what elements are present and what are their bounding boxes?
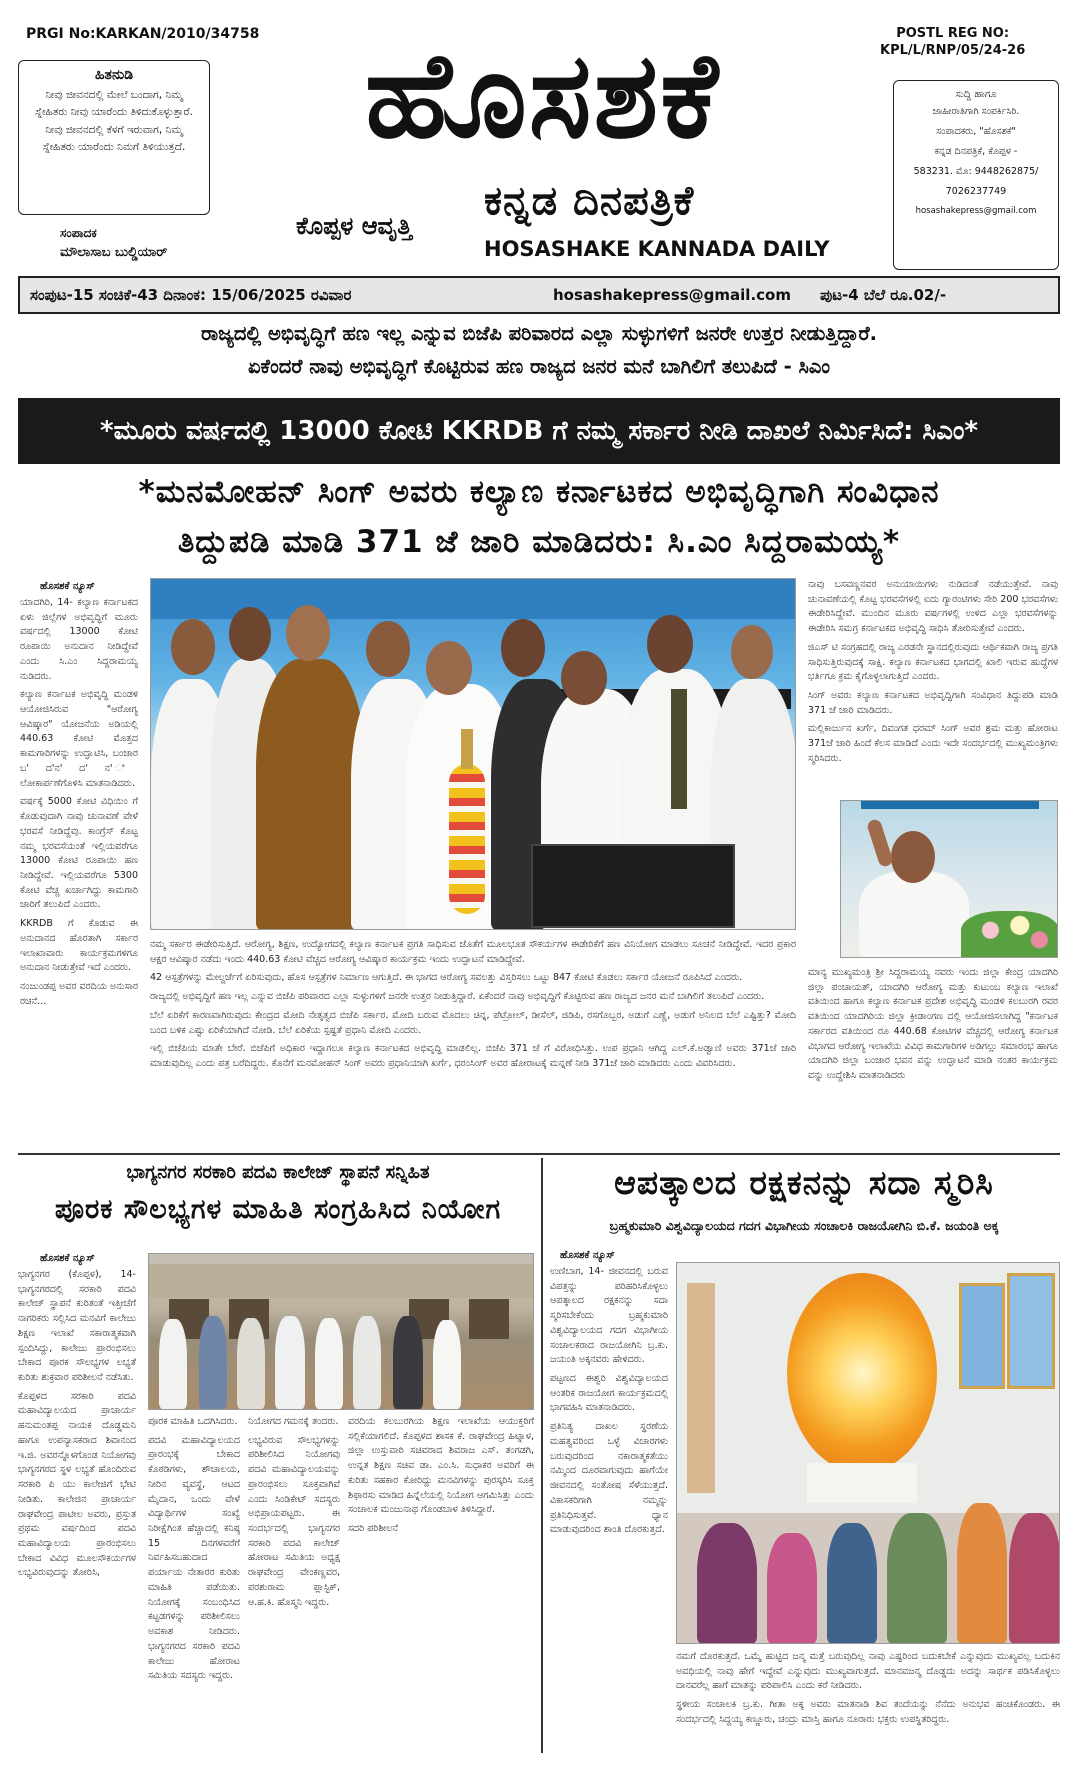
column-divider xyxy=(541,1158,543,1753)
paragraph: ಇಲ್ಲಿ ಬಿಜೆಪಿಯ ಮಾತೇ ಬೇರೆ. ಬಿಜೆಪಿಗೆ ಅಧಿಕಾರ ಇದ್ದಾಗಲೂ ಕಲ್ಯಾಣ ಕರ್ನಾಟಕದ ಅಭಿವೃದ್ಧಿ ಮಾಡಲಿಲ್ಲ. ಬಿಜೆಪಿ 371 ಜೆ ಗೆ ವಿರೋಧಿಸಿತ್ತು. ಉಪ ಪ್ರಧಾನಿ ಆಗಿದ್ದ ಎಲ್.ಕೆ.ಅಡ್ವಾಣಿ ಅವರು 371ಜೆ ಜಾರಿ ಮಾಡುವುದಿಲ್ಲ ಎಂದು ಪತ್ರ ಬರೆದಿದ್ದರು. ಕೊನೆಗೆ ಮನಮೋಹನ್ ಸಿಂಗ್ ಅವರು ಪ್ರಧಾನಿಯಾಗಿ ಖರ್ಗೆ, ಧರಂಸಿಂಗ್ ಅವರ ಹೋರಾಟಕ್ಕೆ ಮನ್ನಣೆ ನೀಡಿ 371ಜೆ ಜಾರಿ ಮಾಡಿದರು ಎಂದು ವಿವರಿಸಿದರು. xyxy=(150,1043,796,1070)
quote-line-1: ರಾಜ್ಯದಲ್ಲಿ ಅಭಿವೃದ್ಧಿಗೆ ಹಣ ಇಲ್ಲ ಎನ್ನುವ ಬಿಜೆಪಿ ಪರಿವಾರದ ಎಲ್ಲಾ ಸುಳ್ಳುಗಳಿಗೆ ಜನರೇ ಉತ್ತರ ನೀಡುತ್ತಿದ್ದಾರೆ. xyxy=(200,322,878,345)
story2-col-2 xyxy=(148,1415,240,1753)
paragraph: ಕಲ್ಯಾಣ ಕರ್ನಾಟಕ ಅಭಿವೃದ್ಧಿ ಮಂಡಳಿ ಆಯೋಜಿಸಿರುವ "ಆರೋಗ್ಯ ಆವಿಷ್ಕಾರ" ಯೋಜನೆಯ ಅಡಿಯಲ್ಲಿ 440.63 ಕೋಟಿ ಮೊತ್ತದ ಕಾಮಗಾರಿಗಳನ್ನು ಉದ್ಘಾಟಿಸಿ, ಬಂಜಾರ ಬ' ದ'ನ' ದ' ನ' ಿ ಲೋಕಾರ್ಪಣೆಗೊಳಿಸಿ ಮಾತನಾಡಿದರು. xyxy=(20,689,138,789)
paragraph: 42 ಆಸ್ಪತ್ರೆಗಳನ್ನು ಮೇಲ್ದರ್ಜೆಗೆ ಏರಿಸುವುದು, ಹೊಸ ಆಸ್ಪತ್ರೆಗಳ ನಿರ್ಮಾಣ ಆಗುತ್ತಿದೆ. ಈ ಭಾಗದ ಆರೋಗ್ಯ ಸವಲತ್ತು ವಿಸ್ತರಿಸಲು ಒಟ್ಟು 847 ಕೋಟಿ ಕೊಡಲು ಸರ್ಕಾರ ಯೋಜನೆ ರೂಪಿಸಿದೆ ಎಂದರು. xyxy=(150,972,743,984)
paragraph: ಪ್ರತಿನಿತ್ಯ ದಾಖಲ ಸ್ಥರಣೆಯ ಮಹತ್ವವರಿಂದ ಒಳ್ಳೆ ವಿಚಾರಗಳು ಬರುವುದರಿಂದ ನಕಾರಾತ್ಮಕತೆಯು ನಮ್ಮಿಂದ ದೂರವಾಗುವುದು ಹಾಗೆಯೇ ಜೀವನದಲ್ಲಿ ಸಂತೋಷ ಸೆಳೆಯುತ್ತದೆ. ವಿಕಾಸಕರಿಗಾಗಿ ನಮ್ಮನ್ನು ಪ್ರತಿನಿಧಿಸುತ್ತವೆ. ಧ್ಯಾನ ಮಾಡುವುದರಿಂದ ಶಾಂತಿ ದೊರಕುತ್ತದೆ. xyxy=(550,1421,668,1536)
subtitle-kannada: ಕನ್ನಡ ದಿನಪತ್ರಿಕೆ xyxy=(484,178,695,224)
prgi-number: PRGI No:KARKAN/2010/34758 xyxy=(26,26,260,42)
brahmakumari-event-photo xyxy=(676,1262,1060,1644)
paragraph: KKRDB ಗೆ ಕೊಡುವ ಈ ಅನುದಾನದ ಹೊರತಾಗಿ ಸರ್ಕಾರ ಇಲಾಖಾವಾರು ಕಾರ್ಯಕ್ರಮಗಳಿಗೂ ಅನುದಾನ ನೀಡುತ್ತೇವೆ ಇದೆ ಎಂದರು. xyxy=(20,918,138,974)
volume-date: ಸಂಪುಟ-15 ಸಂಚಿಕೆ-43 ದಿನಾಂಕ: 15/06/2025 ರವಿವಾರ xyxy=(30,286,352,304)
contact-line: ಜಾಹೀರಾತಿಗಾಗಿ ಸಂಪರ್ಕಿಸಿರಿ. xyxy=(932,106,1020,117)
paragraph: ಸಿಂಗ್ ಅವರು ಕಲ್ಯಾಣ ಕರ್ನಾಟಕದ ಅಭಿವೃದ್ಧಿಗಾಗಿ ಸಂವಿಧಾನ ತಿದ್ದುಪಡಿ ಮಾಡಿ 371 ಜೆ ಜಾರಿ ಮಾಡಿದರು. xyxy=(808,690,1058,716)
paragraph: ನಮ್ಮ ಸರ್ಕಾರ ಈಡೇರಿಸುತ್ತಿದೆ. ಆರೋಗ್ಯ, ಶಿಕ್ಷಣ, ಉದ್ಯೋಗದಲ್ಲಿ ಕಲ್ಯಾಣ ಕರ್ನಾಟಕ ಪ್ರಗತಿ ಸಾಧಿಸುವ ಜೊತೆಗೆ ಮೂಲಭೂತ ಸೌಕರ್ಯಗಳ ಈಡೇರಿಕೆಗೆ ಹಣ ವಿನಿಯೋಗ ಮಾಡಲು ಸೂಚನೆ ನೀಡಿದ್ದೇವೆ. ಇದರ ಪ್ರಕಾರ ಆಕ್ಷರ ಆವಿಷ್ಕಾರ ನಡೆದು ಇಂದು 440.63 ಕೋಟಿ ವೆಚ್ಚದ ಆರೋಗ್ಯ ಆವಿಷ್ಕಾರ ಕಾರ್ಯಕ್ರಮ ಇಂದು ಉದ್ಘಾಟನೆ ಮಾಡಿದ್ದೇವೆ. xyxy=(150,939,796,965)
page-price: ಪುಟ-4 ಬೆಲೆ ರೂ.02/- xyxy=(820,286,947,304)
hitanudi-text: ನೀವು ಜೀವನದಲ್ಲಿ ಮೇಲೆ ಬಂದಾಗ, ನಿಮ್ಮ ಸ್ನೇಹಿತರು ನೀವು ಯಾರೆಂದು ತಿಳಿದುಕೊಳ್ಳುತ್ತಾರೆ. ನೀವು ಜೀವನದಲ್ಲಿ ಕೆಳಗೆ ಇರುವಾಗ, ನಿಮ್ಮ ಸ್ನೇಹಿತರು ಯಾರೆಂದು ನಿಮಗೆ ತಿಳಿಯುತ್ತದೆ. xyxy=(35,89,193,153)
contact-line: 583231. ಮೊ: 9448262875/ xyxy=(913,166,1039,177)
story2-byline: ಹೊಸಶಕೆ ನ್ಯೂಸ್ xyxy=(40,1253,95,1264)
story3-headline: ಆಪತ್ಕಾಲದ ರಕ್ಷಕನನ್ನು ಸದಾ ಸ್ಮರಿಸಿ xyxy=(614,1163,994,1202)
story2-col-3 xyxy=(248,1415,340,1753)
lead-byline: ಹೊಸಶಕೆ ನ್ಯೂಸ್ xyxy=(40,581,95,592)
paragraph: ವರ್ಷಕ್ಕೆ 5000 ಕೋಟಿ ವಿಧಿಯಿಂ ಗೆ ಕೊಡುವುದಾಗಿ ನಾವು ಚುನಾವಣೆ ವೇಳೆ ಭರವಸೆ ನೀಡಿದ್ದೆವು. ಕಾಂಗ್ರೆಸ್ ಕೊಟ್ಟ ನಮ್ಮ ಭರವಸೆಯಂತೆ ಇಲ್ಲಿಯವರೆಗೂ 13000 ಕೋಟಿ ರೂಪಾಯಿ ಹಣ ನೀಡಿದ್ದೇವೆ. ಇಲ್ಲಿಯವರೆಗೂ 5300 ಕೋಟಿ ವೆಚ್ಚ ಖರ್ಚಾಗಿದ್ದು ಕಾಮಗಾರಿ ಜಾರಿಗೆ ತಲುಪಿದೆ ಎಂದರು. xyxy=(20,796,138,911)
paragraph: ನಂಜುಂಡಪ್ಪ ಅವರ ವರದಿಯ ಅನುಸಾರ ರಚನೆ... xyxy=(20,980,138,1007)
story3-byline: ಹೊಸಶಕೆ ನ್ಯೂಸ್ xyxy=(560,1250,615,1261)
college-visit-photo xyxy=(148,1253,534,1410)
quote-line-2: ಏಕೆಂದರೆ ನಾವು ಅಭಿವೃದ್ಧಿಗೆ ಕೊಟ್ಟಿರುವ ಹಣ ರಾಜ್ಯದ ಜನರ ಮನೆ ಬಾಗಿಲಿಗೆ ತಲುಪಿದೆ - ಸಿಎಂ xyxy=(247,355,831,378)
main-headline-line-2: ತಿದ್ದುಪಡಿ ಮಾಡಿ 371 ಜೆ ಜಾರಿ ಮಾಡಿದರು: ಸಿ.ಎಂ ಸಿದ್ದರಾಮಯ್ಯ* xyxy=(177,524,901,560)
black-headline: *ಮೂರು ವರ್ಷದಲ್ಲಿ 13000 ಕೋಟಿ KKRDB ಗೆ ನಮ್ಮ ಸರ್ಕಾರ ನೀಡಿ ದಾಖಲೆ ನಿರ್ಮಿಸಿದೆ: ಸಿಎಂ* xyxy=(18,398,1060,464)
paragraph: ಪೂರಕ ಮಾಹಿತಿ ಒದಗಿಸಿದರು. xyxy=(148,1416,238,1427)
paragraph: ಜಿಎಸ್ ಟಿ ಸಂಗ್ರಹದಲ್ಲಿ ರಾಜ್ಯ ಎರಡನೇ ಸ್ಥಾನದಲ್ಲಿರುವುದು ಆರ್ಥಿಕವಾಗಿ ರಾಜ್ಯ ಪ್ರಗತಿ ಸಾಧಿಸುತ್ತಿರುವುದಕ್ಕೆ ಸಾಕ್ಷಿ. ಕಲ್ಯಾಣ ಕರ್ನಾಟಕದ ಭಾಗದಲ್ಲಿ ಖಾಲಿ ಇರುವ ಹುದ್ದೆಗಳ ಭರ್ತಿಗೂ ಕ್ರಮ ಕೈಗೊಳ್ಳಲಾಗುತ್ತಿದೆ ಎಂದರು. xyxy=(808,641,1058,683)
subtitle-english: HOSASHAKE KANNADA DAILY xyxy=(484,237,830,261)
contact-line: ಸಂಪಾದಕರು, "ಹೊಸಶಕೆ" xyxy=(936,126,1016,137)
contact-line: 7026237749 xyxy=(945,186,1007,197)
editor-name: ಮೌಲಾಸಾಬ ಬುಲ್ಡಿಯಾರ್ xyxy=(60,245,168,260)
paragraph: ಪಟ್ಟಣದ ಈಶ್ವರಿ ವಿಶ್ವವಿದ್ಯಾಲಯದ ಆಂತರಿಕ ರಾಜಯೋಗ ಕಾರ್ಯಕ್ರಮದಲ್ಲಿ ಭಾಗವಹಿಸಿ ಮಾತನಾಡಿದರು. xyxy=(550,1373,668,1414)
contact-box xyxy=(893,80,1059,270)
story3-bottom-text xyxy=(676,1650,1060,1753)
paragraph: ಮಾನ್ಯ ಮುಖ್ಯಮಂತ್ರಿ ಶ್ರೀ ಸಿದ್ದರಾಮಯ್ಯ ನವರು ಇಂದು ಜಿಲ್ಲಾ ಕೇಂದ್ರ ಯಾದಗಿರಿ ಜಿಲ್ಲಾ ಪಂಚಾಯತ್, ಯಾದಗಿರಿ ಆರೋಗ್ಯ ಮತ್ತು ಕುಟುಂಬ ಕಲ್ಯಾಣ ಇಲಾಖೆ ವತಿಯಿಂದ ಹಾಗೂ ಕಲ್ಯಾಣ ಕರ್ನಾಟಕ ಪ್ರದೇಶ ಅಭಿವೃದ್ಧಿ ಮಂಡಳಿ ಕಲಬುರಗಿ ರವರ ವತಿಯಿಂದ ಯಾದಗಿರಿಯ ಜಿಲ್ಲಾ ಕ್ರೀಡಾಂಗಣ ದಲ್ಲಿ ಆಯೋಜಿಸಲಾಗಿದ್ದ "ಕರ್ನಾಟಕ ಸರ್ಕಾರದ ವತಿಯಿಂದ ರೂ 440.68 ಕೋಟಿಗಳ ವೆಚ್ಚದಲ್ಲಿ ಆರೋಗ್ಯ ಕರ್ನಾಟಕ ವಿಭಾಗದ ಆರೋಗ್ಯ ಇಲಾಖೆಯ ವಿವಿಧ ಕಾಮಗಾರಿಗಳ ಅಡಿಗಲ್ಲು ಸಮಾರಂಭ ಹಾಗೂ ಯಾದಗಿರಿ ಜಿಲ್ಲಾ ಬಂಜಾರ ಭವನ ವನ್ನು ಉದ್ಘಾಟನೆ ಮಾಡಿ ನಂತರ ಕಾರ್ಯಕ್ರಮ ವನ್ನು ಉದ್ದೇಶಿಸಿ ಮಾತನಾಡಿದರು xyxy=(808,967,1058,1082)
hitanudi-box xyxy=(18,60,210,215)
section-divider xyxy=(18,1153,1060,1155)
lead-photo-lamp-lighting xyxy=(150,578,796,930)
cm-speaking-photo xyxy=(840,800,1058,958)
paragraph: ರಾಜ್ಯದಲ್ಲಿ ಅಭಿವೃದ್ಧಿಗೆ ಹಣ ಇಲ್ಲ ಎನ್ನುವ ಬಿಜೆಪಿ ಪರಿವಾರದ ಎಲ್ಲಾ ಸುಳ್ಳುಗಳಿಗೆ ಜನರೇ ಉತ್ತರ ನೀಡುತ್ತಿದ್ದಾರೆ. ಏಕೆಂದರೆ ನಾವು ಅಭಿವೃದ್ಧಿಗೆ ಕೊಟ್ಟಿರುವ ಹಣ ರಾಜ್ಯದ ಜನರ ಮನೆ ಬಾಗಿಲಿಗೆ ತಲುಪಿದೆ ಎಂದರು. xyxy=(150,991,765,1003)
paragraph: ನಿಯೋಗದ ಗಮನಕ್ಕೆ ತಂದರು. xyxy=(248,1416,339,1427)
hitanudi-title: ಹಿತನುಡಿ xyxy=(94,67,134,83)
lead-right-column xyxy=(808,578,1058,793)
edition-name: ಕೊಪ್ಪಳ ಆವೃತ್ತಿ xyxy=(296,212,413,240)
paragraph: ಪದವಿ ಮಹಾವಿದ್ಯಾಲಯದ ಪ್ರಾರಂಭಕ್ಕೆ ಬೇಕಾದ ಕೊಠಡಿಗಳು, ಶೌಚಾಲಯ, ನೀರಿನ ವ್ಯವಸ್ಥೆ, ಆಟದ ಮೈದಾನ, ಒಂದು ವೇಳೆ ವಿದ್ಯಾರ್ಥಿಗಳ ಸಂಖ್ಯೆ ನಿರೀಕ್ಷೆಗಿಂತ ಹೆಚ್ಚಾದಲ್ಲಿ ಕನಿಷ್ಠ 15 ದಿನಗಳವರೆಗೆ ನಿರ್ವಹಿಸಬಹುದಾದ ಪರ್ಯಾಯ ನೇತಾರರ ಕುರಿತು ಮಾಹಿತಿ ಪಡೆಯಿತು. ನಿಯೋಗಕ್ಕೆ ಸಂಬಂಧಿಸಿದ ಕಟ್ಟಡಗಳನ್ನು ಪರಿಶೀಲಿಸಲು ಅವಕಾಶ ನೀಡಿದರು. ಭಾಗ್ಯನಗರದ ಸರಕಾರಿ ಪದವಿ ಕಾಲೇಜು ಹೋರಾಟ ಸಮಿತಿಯ ಸದಸ್ಯರು ಇದ್ದರು. xyxy=(148,1434,240,1682)
main-headline-line-1: *ಮನಮೋಹನ್ ಸಿಂಗ್ ಅವರು ಕಲ್ಯಾಣ ಕರ್ನಾಟಕದ ಅಭಿವೃದ್ಧಿಗಾಗಿ ಸಂವಿಧಾನ xyxy=(138,474,940,510)
story2-col-4 xyxy=(348,1415,534,1753)
editor-label: ಸಂಪಾದಕ xyxy=(60,226,97,240)
paragraph: ಭಾಗ್ಯನಗರ (ಕೊಪ್ಪಳ), 14- ಭಾಗ್ಯನಗರದಲ್ಲಿ ಸರಕಾರಿ ಪದವಿ ಕಾಲೇಜ್ ಸ್ಥಾಪನೆ ಕುರಿತಂತೆ ಇತ್ತೀಚೆಗೆ ನಾಗರಿಕರು ಸಲ್ಲಿಸಿದ ಮನವಿಗೆ ಕಾಲೇಜು ಶಿಕ್ಷಣ ಇಲಾಖೆ ಸಕಾರಾತ್ಮಕವಾಗಿ ಸ್ಪಂದಿಸಿದ್ದು, ಕಾಲೇಜು ಪ್ರಾರಂಭಿಸಲು ಬೇಕಾದ ಪೂರಕ ಸೌಲಭ್ಯಗಳ ಲಭ್ಯತೆ ಕುರಿತು ಶುಕ್ರವಾರ ಪರಿಶೀಲನೆ ನಡೆಸಿತು. xyxy=(18,1269,136,1384)
contact-email: hosashakepress@gmail.com xyxy=(915,206,1037,216)
lead-right-column-2 xyxy=(808,966,1058,1151)
paragraph: ವರದಿಯ ಕಲಬುರಗಿಯ ಶಿಕ್ಷಣ ಇಲಾಖೆಯ ಆಯುಕ್ತರಿಗೆ ಸಲ್ಲಿಕೆಯಾಗಲಿದೆ. ಕೊಪ್ಪಳದ ಶಾಸಕ ಕೆ. ರಾಘವೇಂದ್ರ ಹಿಟ್ನಾಳ, ಜಿಲ್ಲಾ ಉಸ್ತುವಾರಿ ಸಚಿವರಾದ ಶಿವರಾಜ ಎಸ್. ತಂಗಡಗಿ, ಉನ್ನತ ಶಿಕ್ಷಣ ಸಚಿವ ಡಾ. ಎಂ.ಸಿ. ಸುಧಾಕರ ಅವರಿಗೆ ಈ ಕುರಿತು ಸಹಕಾರ ಕೋರಿದ್ದು ಮನವಿಗಳನ್ನು ಪುರಸ್ಕರಿಸಿ ಸೂಕ್ತ ಶಿಫಾರಸು ಮಾಡಿದ ಹಿನ್ನೆಲೆಯಲ್ಲಿ ನಿಯೋಗ ಆಗಮಿಸಿತ್ತು ಎಂದು ಸಂಚಾಲಕ ಮಂಜುನಾಥ ಗೊಂಡಬಾಳ ತಿಳಿಸಿದ್ದಾರೆ. xyxy=(348,1416,534,1516)
paragraph: ನಮಗೆ ದೊರಕುತ್ತದೆ. ಒಮ್ಮೆ ಹುಟ್ಟಿದ ಜನ್ಮ ಮತ್ತೆ ಬರುವುದಿಲ್ಲ ನಾವು ಎಷ್ಟರಿಂದ ಬದುಕಬೇಕೆ ಎನ್ನುವುದು ಮುಖ್ಯವಲ್ಲ ಬದುಕಿನ ಅವಧಿಯಲ್ಲಿ ನಾವು ಹೇಗೆ ಇದ್ದೇವೆ ಎನ್ನುವುದು ಮುಖ್ಯವಾಗುತ್ತದೆ. ಮಾನವಜನ್ಮ ದೊಡ್ಡದು ಅದನ್ನು ಸಾರ್ಥಕ ಪಡಿಸಿಕೊಳ್ಳಲು ದಾನವರೆಲ್ಲ ಹಾಗೆ ಮಾತನ್ನು ಪರಿಪಾಲಿಸಿ ಎಂದು ಕರೆ ನೀಡಿದರು. xyxy=(676,1651,1060,1692)
paragraph: ಬೆಲೆ ಏರಿಕೆಗೆ ಕಾರಣವಾಗಿರುವುದು ಕೇಂದ್ರದ ಮೋದಿ ನೇತೃತ್ವದ ಬಿಜೆಪಿ ಸರ್ಕಾರ. ಮೋದಿ ಬರುವ ಮೊದಲು ಚಿನ್ನ, ಪೆಟ್ರೋಲ್, ಡೀಸೆಲ್, ಜಿಡಿಪಿ, ರಸಗೊಬ್ಬರ, ಅಡುಗೆ ಎಣ್ಣೆ, ಅಡುಗೆ ಅನಿಲದ ಬೆಲೆ ಎಷ್ಟಿತ್ತು? ಮೋದಿ ಬಂದ ಬಳಿಕ ಎಷ್ಟು ಏರಿಕೆಯಾಗಿದೆ ನೋಡಿ. ಬೆಲೆ ಏರಿಕೆಯ ಸ್ಪಷ್ಟತೆ ಪ್ರಧಾನಿ ಮೋದಿ ಎಂದರು. xyxy=(150,1009,796,1036)
contact-line: ಕನ್ನಡ ದಿನಪತ್ರಿಕೆ, ಕೊಪ್ಪಳ - xyxy=(934,146,1018,157)
paragraph: ಸದರಿ ಪರಿಶೀಲನೆ xyxy=(348,1523,399,1535)
postal-reg: POSTL REG NO: KPL/L/RNP/05/24-26 xyxy=(880,26,1026,58)
paragraph: ಕೊಪ್ಪಳದ ಸರಕಾರಿ ಪದವಿ ಮಹಾವಿದ್ಯಾಲಯದ ಪ್ರಾಚಾರ್ಯ ಹನುಮಂತಪ್ಪ ನಾಯಕ ದೊಡ್ಡಮನಿ ಹಾಗೂ ಉಪನ್ಯಾಸಕರಾದ ಶಿವಾನಂದ ಇ.ಜಿ. ಅವರನ್ನೊಳಗೊಂಡ ನಿಯೋಗವು ಭಾಗ್ಯನಗರದ ಸ್ಥಳ ಲಭ್ಯತೆ ಹೊಂದಿರುವ ಸರಕಾರಿ ಪಿ ಯು ಕಾಲೇಜಿಗೆ ಭೇಟಿ ನೀಡಿತು. ಕಾಲೇಜಿನ ಪ್ರಾಚಾರ್ಯ ರಾಘವೇಂದ್ರ ಪಾಟೀಲ ಅವರು, ಪ್ರಸ್ತುತ ಪ್ರಥಮ ವರ್ಷದಿಂದ ಪದವಿ ಮಹಾವಿದ್ಯಾಲಯ ಪ್ರಾರಂಭಿಸಲು ಬೇಕಾದ ವಿವಿಧ ಮೂಲಸೌಕರ್ಯಗಳ ಲಭ್ಯವಿರುವುದನ್ನು ತೋರಿಸಿ, xyxy=(18,1390,136,1579)
lead-left-column xyxy=(20,596,138,1146)
lead-center-text xyxy=(150,938,796,1150)
paragraph: ಸ್ಥಳೀಯ ಸಂಚಾಲಕಿ ಬ್ರ.ಕು. ಗೀತಾ ಅಕ್ಕ ಅವರು ಮಾತನಾಡಿ ಶಿವ ತಂದೆಯನ್ನು ನೆನೆದು ಅನುಭವ ಹಂಚಿಕೊಂಡರು. ಈ ಸಂದರ್ಭದಲ್ಲಿ ಸಿದ್ದಯ್ಯ ಕಣ್ಣೂರು, ಚಂದ್ರು ಮಾಸ್ತಿ ಹಾಗೂ ನೂರಾರು ಭಕ್ತರು ಉಪಸ್ಥಿತರಿದ್ದರು. xyxy=(676,1699,1060,1725)
story2-col-1 xyxy=(18,1268,136,1753)
info-bar xyxy=(18,276,1060,314)
info-email: hosashakepress@gmail.com xyxy=(553,286,791,304)
contact-title: ಸುದ್ದಿ ಹಾಗೂ xyxy=(955,89,997,100)
story2-headline: ಪೂರಕ ಸೌಲಭ್ಯಗಳ ಮಾಹಿತಿ ಸಂಗ್ರಹಿಸಿದ ನಿಯೋಗ xyxy=(54,1194,502,1225)
paragraph: ಮಲ್ಲಿಕಾರ್ಜುನ ಖರ್ಗೆ, ದಿವಂಗತ ಧರಮ್ ಸಿಂಗ್ ಅವರ ಶ್ರಮ ಮತ್ತು ಹೋರಾಟ 371ಜೆ ಜಾರಿ ಹಿಂದೆ ಕೆಲಸ ಮಾಡಿದೆ ಎಂದು ಇದೇ ಸಂದರ್ಭದಲ್ಲಿ ಮುಖ್ಯಮಂತ್ರಿಗಳು ಸ್ಮರಿಸಿದರು. xyxy=(808,723,1058,764)
paragraph: ನಾವು ಬಸವಣ್ಣನವರ ಅನುಯಾಯಿಗಳು ನುಡಿದಂತೆ ನಡೆಯುತ್ತೇವೆ. ನಾವು ಚುನಾವಣೆಯಲ್ಲಿ ಕೊಟ್ಟ ಭರವಸೆಗಳಲ್ಲಿ ಐದು ಗ್ಯಾರಂಟಿಗಳು ಸೇರಿ 200 ಭರವಸೆಗಳು ಈಡೇರಿಸಿದ್ದೇವೆ. ಮುಂದಿನ ಮೂರು ವರ್ಷಗಳಲ್ಲಿ ಉಳಿದ ಎಲ್ಲಾ ಭರವಸೆಗಳನ್ನು ಈಡೇರಿಸಿ ಸಮಗ್ರ ಕರ್ನಾಟಕದ ಅಭಿವೃದ್ಧಿ ಸಾಧಿಸಿ ತೋರಿಸುತ್ತೇವೆ ಎಂದರು. xyxy=(808,579,1058,635)
story2-kicker: ಭಾಗ್ಯನಗರ ಸರಕಾರಿ ಪದವಿ ಕಾಲೇಜ್ ಸ್ಥಾಪನೆ ಸನ್ನಿಹಿತ xyxy=(126,1162,430,1183)
story3-subhead: ಬ್ರಹ್ಮಕುಮಾರಿ ವಿಶ್ವವಿದ್ಯಾಲಯದ ಗದಗ ವಿಭಾಗೀಯ ಸಂಚಾಲಕಿ ರಾಜಯೋಗಿನಿ ಬಿ.ಕೆ. ಜಯಂತಿ ಅಕ್ಕ xyxy=(609,1218,999,1233)
masthead-title: ಹೊಸಶಕೆ xyxy=(365,26,720,164)
paragraph: ಯಾದಗಿರಿ, 14- ಕಲ್ಯಾಣ ಕರ್ನಾಟಕದ ಏಳು ಜಿಲ್ಲೆಗಳ ಅಭಿವೃದ್ಧಿಗೆ ಮೂರು ವರ್ಷದಲ್ಲಿ 13000 ಕೋಟಿ ರೂಪಾಯಿ ಅನುದಾನ ನೀಡಿದ್ದೇವೆ ಎಂದು ಸಿ.ಎಂ ಸಿದ್ದರಾಮಯ್ಯ ನುಡಿದರು. xyxy=(20,597,138,682)
paragraph: ಲಭ್ಯವಿರುವ ಸೌಲಭ್ಯಗಳನ್ನು ಪರಿಶೀಲಿಸಿದ ನಿಯೋಗವು ಪದವಿ ಮಹಾವಿದ್ಯಾಲಯವನ್ನು ಪ್ರಾರಂಭಿಸಲು ಸೂಕ್ತವಾಗಿವೆ ಎಂದು ಸಿಂಡಿಕೇಟ್ ಸದಸ್ಯರು ಅಭಿಪ್ರಾಯಪಟ್ಟರು. ಈ ಸಂದರ್ಭದಲ್ಲಿ ಭಾಗ್ಯನಗರ ಸರಕಾರಿ ಪದವಿ ಕಾಲೇಜ್ ಹೋರಾಟ ಸಮಿತಿಯ ಅಧ್ಯಕ್ಷ ರಾಘವೇಂದ್ರ ವೇಂಕಣ್ಣವರ, ಪರಶುರಾಮ ಪ್ಲಾಸ್ಟಿಕ್, ಆ.ಹ.ಕಿ. ಹೊಸ್ಮನಿ ಇದ್ದರು. xyxy=(248,1434,340,1608)
paragraph: ಉಣಿಬಾಗ, 14- ಜೀವನದಲ್ಲಿ ಬರುವ ವಿಪತ್ತನ್ನು ಪರಿಹರಿಸಿಕೊಳ್ಳಲು ಆಪತ್ಕಾಲದ ರಕ್ಷಕನನ್ನು ಸದಾ ಸ್ಮರಿಸಬೇಕೆಂದು ಬ್ರಹ್ಮಕುಮಾರಿ ವಿಶ್ವವಿದ್ಯಾಲಯದ ಗದಗ ವಿಭಾಗೀಯ ಸಂಚಾಲಕರಾದ ರಾಜಯೋಗಿನಿ ಬ್ರ.ಕು. ಜಯಂತಿ ಅಕ್ಕನವರು ಹೇಳಿದರು. xyxy=(550,1266,668,1366)
story3-col-1 xyxy=(550,1265,668,1645)
